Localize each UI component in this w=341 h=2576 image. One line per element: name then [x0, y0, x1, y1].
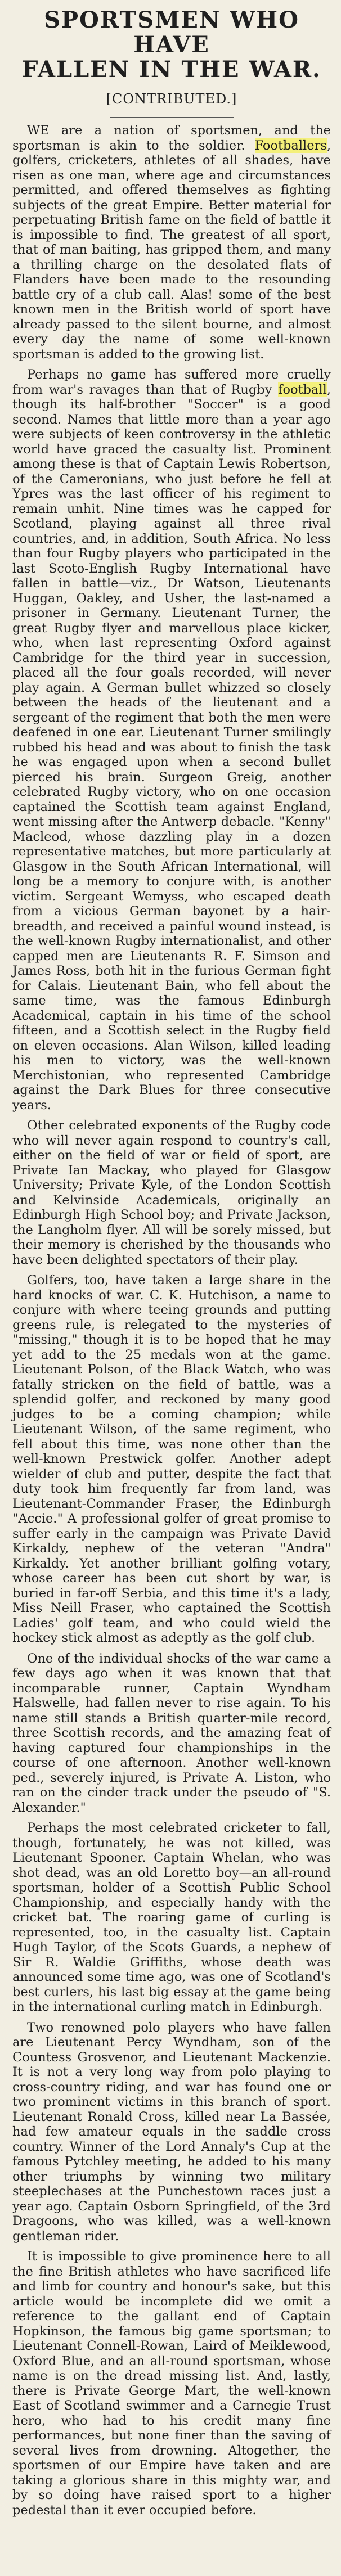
article-paragraph [12, 1118, 331, 1267]
paragraph-text: One of the individual shocks of the war came a few days ago when it was known that that incomparable runner, Captain Wyndham Halswelle, had fallen never to rise again. To his name still stands a British quarter-mile record, three Scottish records, and the amazing feat of having captured four championships in the course of one afternoon. Another well-known ped., severely injured, is Private A. Liston, who ran on the cinder track under the pseudo of "S. Alexander." [12, 1651, 331, 1815]
article-paragraph [12, 2020, 331, 2244]
article-paragraph [12, 1273, 331, 1646]
paragraph-text: , golfers, cricketers, athletes of all shades, have risen as one man, where age and circumstances permitted, and offered themselves as fighting subjects of the great Empire. Better material for perpetuating British fame on the field of battle it is impossible to find. The greatest of all sport, that of man baiting, has gripped them, and many a thrilling charge on the desolated flats of Flanders have been made to the resounding battle cry of a club call. Alas! some of the best known men in the British world of sport have already passed to the silent bourne, and almost every day the name of some well-known sportsman is added to the growing list. [12, 138, 331, 362]
headline-line-2: FALLEN IN THE WAR. [21, 56, 322, 83]
paragraph-text: WE are a nation of sportsmen, and the sportsman is akin to the soldier. [12, 123, 331, 153]
article-paragraph [12, 1651, 331, 1816]
paragraph-text: Two renowned polo players who have fallen are Lieutenant Percy Wyndham, son of the Countess Grosvenor, and Lieutenant Mackenzie. It is not a very long way from polo playing to cross-country riding, and war has found one or two prominent victims in this branch of sport. Lieutenant Ronald Cross, killed near La Bassée, had few amateur equals in the saddle cross country. Winner of the Lord Annaly's Cup at the famous Pytchley meeting, he added to his many other triumphs by winning two military steeplechases at the Punchestown races just a year ago. Captain Osborn Springfield, of the 3rd Dragoons, who was killed, was a well-known gentleman rider. [12, 2020, 331, 2244]
paragraph-text: Other celebrated exponents of the Rugby code who will never again respond to country's call, either on the field of war or field of sport, are Private Ian Mackay, who played for Glasgow University; Private Kyle, of the London Scottish and Kelvinside Academicals, originally an Edinburgh High School boy; and Private Jackson, the Langholm flyer. All will be sorely missed, but their memory is cherished by the thousands who have been delighted spectators of their play. [12, 1118, 331, 1267]
article-headline [12, 8, 331, 82]
paragraph-text: Perhaps no game has suffered more cruelly from war's ravages than that of Rugby [12, 367, 331, 397]
paragraph-text: , though its half-brother "Soccer" is a good second. Names that little more than a year ago were subjects of keen controversy in the athletic world have graced the casualty list. Prominent among these is that of Captain Lewis Robertson, of the Cameronians, who just before he fell at Ypres was the last officer of his regiment to remain unhit. Nine times was he capped for Scotland, playing against all three rival countries, and, in addition, South Africa. No less than four Rugby players who participated in the last Scoto-English Rugby International have fallen in battle—viz., Dr Watson, Lieutenants Huggan, Oakley, and Usher, the last-named a prisoner in Germany. Lieutenant Turner, the great Rugby flyer and marvellous place kicker, who, when last representing Oxford against Cambridge for the third year in succession, placed all the four goals recorded, will never play again. A German bullet whizzed so closely between the heads of the lieutenant and a sergeant of the regiment that both the men were deafened in one ear. Lieutenant Turner smilingly rubbed his head and was about to finish the task he was engaged upon when a second bullet pierced his brain. Surgeon Greig, another celebrated Rugby victory, who on one occasion captained the Scottish team against England, went missing after the Antwerp debacle. "Kenny" Macleod, whose dazzling play in a dozen representative matches, but more particularly at Glasgow in the South African International, will long be a memory to conjure with, is another victim. Sergeant Wemyss, who escaped death from a vicious German bayonet by a hair-breadth, and received a painful wound instead, is the well-known Rugby internationalist, and other capped men are Lieutenants R. F. Simson and James Ross, both hit in the furious German fight for Calais. Lieutenant Bain, who fell about the same time, was the famous Edinburgh Academical, captain in his time of the school fifteen, and a Scottish select in the Rugby field on eleven occasions. Alan Wilson, killed leading his men to victory, was the well-known Merchistonian, who represented Cambridge against the Dark Blues for three consecutive years. [12, 382, 331, 1113]
contributed-byline: [CONTRIBUTED.] [106, 91, 237, 107]
paragraph-text: It is impossible to give prominence here to all the fine British athletes who have sacrificed life and limb for country and honour's sake, but this article would be incomplete did we omit a reference to the gallant end of Captain Hopkinson, the famous big game sportsman; to Lieutenant Connell-Rowan, Laird of Meiklewood, Oxford Blue, and an all-round sportsman, whose name is on the dread missing list. And, lastly, there is Private George Mart, the well-known East of Scotland swimmer and a Carnegie Trust hero, who had to his credit many fine performances, but none finer than the saving of several lives from drowning. Altogether, the sportsmen of our Empire have taken and are taking a glorious share in this mighty war, and by so doing have raised sport to a higher pedestal than it ever occupied before. [12, 2249, 331, 2518]
article-paragraph [12, 367, 331, 1113]
article-paragraph [12, 2249, 331, 2518]
highlighted-term: football [278, 382, 327, 397]
article-body [12, 123, 331, 2518]
highlighted-term: Footballers [254, 138, 327, 153]
headline-divider [110, 117, 234, 118]
headline-line-1: SPORTSMEN WHO HAVE [44, 7, 299, 58]
paragraph-text: Perhaps the most celebrated cricketer to fall, though, fortunately, he was not killed, was Lieutenant Spooner. Captain Whelan, who was shot dead, was an old Loretto boy—an all-round sportsman, holder of a Scottish Public School Championship, and especially handy with the cricket bat. The roaring game of curling is represented, too, in the casualty list. Captain Hugh Taylor, of the Scots Guards, a nephew of Sir R. Waldie Griffiths, whose death was announced some time ago, was one of Scotland's best curlers, his last big essay at the game being in the international curling match in Edinburgh. [12, 1821, 331, 2014]
article-paragraph [12, 1821, 331, 2015]
paragraph-text: Golfers, too, have taken a large share in the hard knocks of war. C. K. Hutchison, a name to conjure with where teeing grounds and putting greens rule, is relegated to the mysteries of "missing," though it is to be hoped that he may yet add to the 25 medals won at the game. Lieutenant Polson, of the Black Watch, who was fatally stricken on the field of battle, was a splendid golfer, and reckoned by many good judges to be a coming champion; while Lieutenant Wilson, of the same regiment, who fell about this time, was none other than the well-known Prestwick golfer. Another adept wielder of club and putter, despite the fact that duty took him frequently far from land, was Lieutenant-Commander Fraser, the Edinburgh "Accie." A professional golfer of great promise to suffer early in the campaign was Private David Kirkaldy, nephew of the veteran "Andra" Kirkaldy. Yet another brilliant golfing votary, whose career has been cut short by war, is buried in far-off Serbia, and this time it's a lady, Miss Neill Fraser, who captained the Scottish Ladies' golf team, and who could wield the hockey stick almost as adeptly as the golf club. [12, 1273, 331, 1645]
article-paragraph [12, 123, 331, 362]
